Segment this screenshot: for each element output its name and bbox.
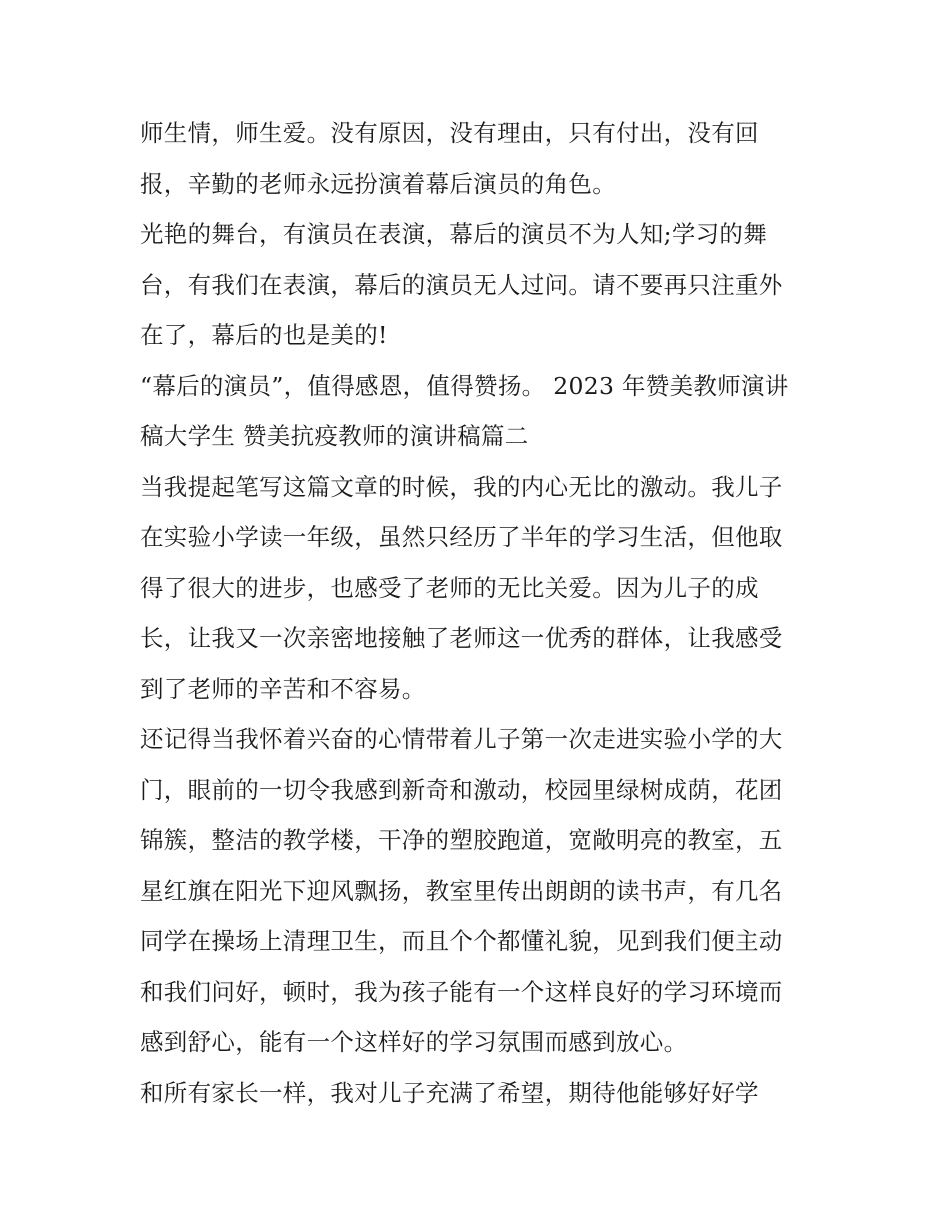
text-line: “幕后的演员”，值得感恩，值得赞扬。 2023 年赞美教师演讲	[140, 371, 789, 400]
text-line: 到了老师的辛苦和不容易。	[140, 674, 426, 703]
text-line: 门，眼前的一切令我感到新奇和激动，校园里绿树成荫，花团	[140, 775, 783, 804]
text-line: 锦簇，整洁的教学楼，干净的塑胶跑道，宽敞明亮的教室，五	[140, 826, 783, 854]
text-line: 还记得当我怀着兴奋的心情带着儿子第一次走进实验小学的大	[140, 725, 783, 753]
text-line: 稿大学生 赞美抗疫教师的演讲稿篇二	[140, 422, 529, 450]
paragraph-2	[140, 209, 816, 361]
text-line: 光艳的舞台，有演员在表演，幕后的演员不为人知;学习的舞	[140, 220, 768, 248]
paragraph-1	[140, 108, 816, 209]
paragraph-3	[140, 361, 816, 462]
text-line: 在了，幕后的也是美的!	[140, 321, 388, 349]
text-line: 和我们问好，顿时，我为孩子能有一个这样良好的学习环境而	[140, 977, 783, 1006]
text-line: 星红旗在阳光下迎风飘扬，教室里传出朗朗的读书声，有几名	[140, 876, 783, 905]
document-body	[140, 108, 816, 1118]
text-line: 得了很大的进步，也感受了老师的无比关爱。因为儿子的成	[140, 573, 759, 602]
text-line: 同学在操场上清理卫生，而且个个都懂礼貌，见到我们便主动	[140, 927, 783, 955]
text-line: 和所有家长一样，我对儿子充满了希望，期待他能够好好学	[140, 1078, 759, 1107]
paragraph-4	[140, 462, 816, 715]
paragraph-5	[140, 714, 816, 1068]
text-line: 台，有我们在表演，幕后的演员无人过问。请不要再只注重外	[140, 270, 783, 299]
text-line: 师生情，师生爱。没有原因，没有理由，只有付出，没有回	[140, 119, 759, 147]
text-line: 当我提起笔写这篇文章的时候，我的内心无比的激动。我儿子	[140, 472, 783, 501]
paragraph-6	[140, 1068, 816, 1119]
text-line: 长，让我又一次亲密地接触了老师这一优秀的群体，让我感受	[140, 624, 783, 652]
text-line: 感到舒心，能有一个这样好的学习氛围而感到放心。	[140, 1028, 688, 1056]
text-line: 在实验小学读一年级，虽然只经历了半年的学习生活，但他取	[140, 523, 783, 551]
text-line: 报，辛勤的老师永远扮演着幕后演员的角色。	[140, 169, 616, 198]
